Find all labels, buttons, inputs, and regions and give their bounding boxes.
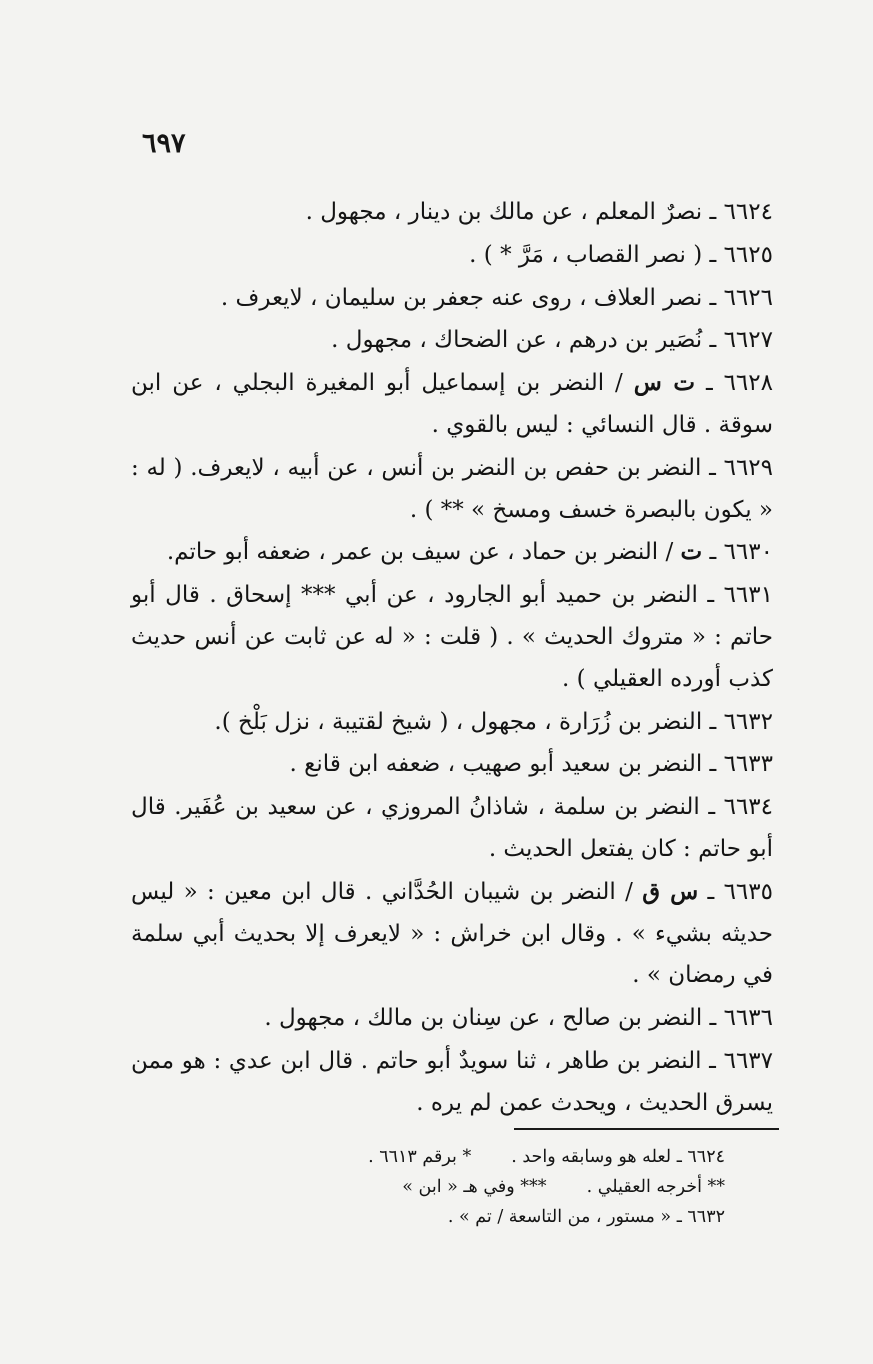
footnote-line	[205, 1172, 725, 1202]
entry-6629	[131, 447, 773, 532]
entry-text: ـ النضر بن حفص بن النضر بن أنس ، عن أبيه ، لايعرف. ( له : « يكون بالبصرة خسف ومسخ » ** ) .	[131, 454, 773, 523]
footnotes	[205, 1142, 725, 1232]
entry-text: / النضر بن شيبان الحُدَّاني . قال ابن معين : « ليس حديثه بشيء » . وقال ابن خراش : « لايعرف إلا بحديث أبي سلمة في رمضان » .	[131, 878, 773, 989]
entry-text: ـ النضر بن طاهر ، ثنا سويدٌ أبو حاتم . قال ابن عدي : هو ممن يسرق الحديث ، ويحدث عمن لم يره .	[131, 1047, 773, 1116]
entry-6630: ٦٦٣٠ ـ ت / النضر بن حماد ، عن سيف بن عمر ، ضعفه أبو حاتم.	[166, 538, 773, 566]
entry-text: ـ نصرٌ المعلم ، عن مالك بن دينار ، مجهول .	[305, 199, 717, 225]
entry-number: ٦٦٣٦	[723, 1005, 773, 1032]
page-number: ٦٩٧	[142, 128, 186, 159]
entry-6624	[131, 191, 773, 234]
entry-text: / النضر بن حماد ، عن سيف بن عمر ، ضعفه أبو حاتم.	[166, 539, 674, 566]
entry-text: ـ نُصَير بن درهم ، عن الضحاك ، مجهول .	[331, 327, 717, 354]
footnote-text: ٦٦٣٢ ـ « مستور ، من التاسعة / تم » .	[447, 1207, 725, 1227]
footnote-line	[205, 1142, 725, 1172]
entry-number: ٦٦٣٤	[723, 794, 774, 821]
entry-text: ـ نصر العلاف ، روى عنه جعفر بن سليمان ، لايعرف .	[220, 284, 717, 311]
entry-6635: ٦٦٣٥ ـ س ق / النضر بن شيبان الحُدَّاني . قال ابن معين : « ليس حديثه بشيء » . وقال ابن خراش : « لايعرف إلا بحديث أبي سلمة في رمضان » .	[131, 877, 773, 989]
entry-text: ـ النضر بن سلمة ، شاذانُ المروزي ، عن سعيد بن عُفَير. قال أبو حاتم : كان يفتعل الحديث .	[131, 794, 773, 862]
entry-number: ٦٦٣٣	[723, 751, 773, 778]
entry-6634	[131, 786, 773, 871]
entry-6633	[131, 743, 773, 786]
entry-text: ـ ( نصر القصاب ، مَرَّ * ) .	[469, 241, 717, 268]
entry-6632	[131, 701, 773, 744]
entry-number: ٦٦٣١	[723, 582, 773, 609]
entry-6627	[131, 319, 773, 362]
entry-6637	[131, 1040, 773, 1125]
entries-list	[131, 191, 773, 1125]
entry-siglum: ت	[680, 538, 703, 566]
footnote-line	[205, 1202, 725, 1232]
entry-number: ٦٦٣٥	[723, 878, 773, 905]
entry-6626	[131, 277, 773, 320]
entry-6628: ٦٦٢٨ ـ ت س / النضر بن إسماعيل أبو المغيرة البجلي ، عن ابن سوقة . قال النسائي : ليس بالقوي .	[131, 369, 773, 438]
entry-text: ـ النضر بن سعيد أبو صهيب ، ضعفه ابن قانع .	[289, 751, 717, 778]
entry-siglum: ت س	[633, 369, 696, 397]
entry-siglum: س ق	[642, 877, 699, 905]
entry-6625	[131, 234, 773, 277]
footnote-text: *** وفي هـ « ابن »	[402, 1177, 547, 1197]
entry-number: ٦٦٢٥	[723, 241, 773, 268]
entry-number: ٦٦٢٦	[723, 284, 773, 311]
entry-text: ـ النضر بن صالح ، عن سِنان بن مالك ، مجهول .	[264, 1005, 717, 1032]
entry-number: ٦٦٢٩	[723, 454, 774, 481]
entry-number: ٦٦٣٧	[723, 1047, 774, 1074]
entry-text: ـ النضر بن زُرَارة ، مجهول ، ( شيخ لقتيبة ، نزل بَلْخ ).	[214, 708, 717, 735]
footnote-text: ٦٦٢٤ ـ لعله هو وسابقه واحد .	[511, 1147, 725, 1167]
entry-number: ٦٦٣٢	[723, 708, 773, 735]
entry-6636	[131, 997, 773, 1040]
entry-number: ٦٦٢٨	[723, 370, 773, 397]
entry-number: ٦٦٣٠	[723, 539, 773, 566]
entry-text: / النضر بن إسماعيل أبو المغيرة البجلي ، عن ابن سوقة . قال النسائي : ليس بالقوي .	[131, 370, 773, 438]
entry-6631	[131, 574, 773, 700]
footnote-text: * برقم ٦٦١٣ .	[368, 1147, 472, 1167]
entry-number: ٦٦٢٧	[723, 327, 773, 354]
entry-text: ـ النضر بن حميد أبو الجارود ، عن أبي *** إسحاق . قال أبو حاتم : « متروك الحديث » . ( قلت : « له عن ثابت عن أنس حديث كذب أورده العقيلي ) .	[131, 582, 773, 692]
footnote-divider	[514, 1128, 779, 1130]
entry-number: ٦٦٢٤	[723, 199, 773, 225]
footnote-text: ** أخرجه العقيلي .	[586, 1177, 725, 1197]
